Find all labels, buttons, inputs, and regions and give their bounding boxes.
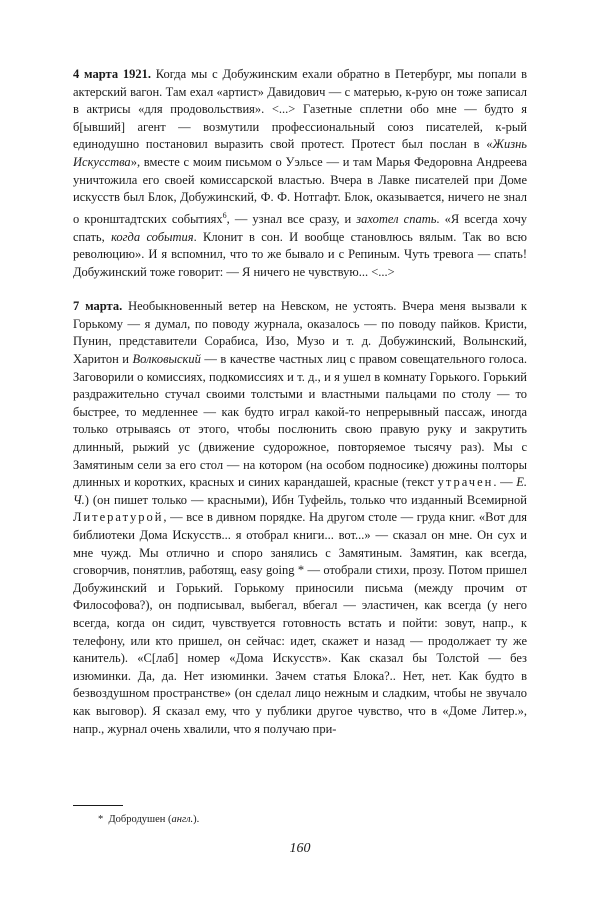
entry-text: . Клонит в сон. И вообще становлюсь вялым. Так во всю революцию». И я вспомнил, что то же бывало и с Репиным. Чуть тревога — спать! Добужинский тоже говорит: — Я ничего не чувствую... <...> (73, 229, 527, 279)
entry-text: Необыкновенный ветер на Невском, не устоять. Вчера меня вызвали к Горькому — я думал, по поводу журнала, оказалось — по поводу пайков. Кристи, Пунин, представители Сорабиса, Изо, Музо и т. д. Добужинский, Волынский, Харитон и (73, 299, 527, 367)
emphasis: Литературой (73, 510, 164, 525)
entry-text: , — все в дивном порядке. На другом столе — груда книг. «Вот для библиотеки Дома Искусств... я отобрал книги... вот...» — сказал он мне. Он сух и мне чужд. Мы отлично и споро занялись с Замятиным. Замятин, как всегда, сговорчив, понятлив, работящ, easy going * — отобрали стихи, прозу. Потом пришел Добужинский и Горький. Горькому приносили письма (между прочим от Философова?), он подписывал, выбегал, вбегал — эластичен, как всегда (у него всегда, когда он сидит, чувствуется готовность встать и пойти: зовут, напр., к телефону, или кто пришел, он сейчас: идет, скажет и назад — продолжает ту же канитель). «С[лаб] номер «Дома Искусств». Как сказал бы Толстой — без изюминки. Да, да. Нет изюминки. Зачем статья Блока?.. Нет, нет. Как будто в безвоздушном пространстве» (он сделал лицо нежным и сладким, чтобы не звучало как выговор). Я сказал ему, что у публики другое чувство, что в «Доме Литер.», напр., журнал очень хвалили, что я получаю при- (73, 510, 527, 736)
entry-text: Когда мы с Добужинским ехали обратно в Петербург, мы попали в актерский вагон. Там ехал «артист» Давидович — с матерью, к-рую он тоже записал в актрисы «для продовольствия». <...> Газетные сплетни обо мне — будто я б[ывший] агент — возмутили профессиональный союз писателей, к-рый единодушно постановил выразить свой протест. Протест был послан в « (73, 67, 527, 152)
entry-text: », вместе с моим письмом о Уэльсе — и там Марья Федоровна Андреева уничтожила его своей комиссарской властью. Вчера в Лавке писателей при Доме искусств был Блок, Добужинский, Ф. Ф. Нотгафт. Блок, оказывается, ничего не знал о кронштадтских событиях (73, 154, 527, 226)
editorial-note: утрачен (437, 475, 494, 490)
footnote (98, 814, 199, 825)
diary-entry-7-march (73, 298, 527, 738)
footnote-lang: англ. (171, 814, 194, 825)
note-reference: 6 (222, 210, 227, 220)
entry-date: 7 марта. (73, 299, 123, 314)
emphasis: Волковыский (132, 352, 201, 367)
entry-text: — в качестве частных лиц с правом совещательного голоса. Заговорили о комиссиях, подкомиссиях и т. д., и я ушел в комнату Горького. Горький раздражительно стучал своими толстыми и властными пальцами по столу — то быстрее, то медленнее — как будто играл какой-то непрерывный пассаж, иногда только отрываясь от этого, чтобы послюнить свою правую руку и закрутить длинный, рыжий ус (движение судорожное, повторяемое тысячу раз). Мы с Замятиным сели за его стол — на котором (на особом подносике) дюжины полторы длинных и коротких, красных и синих карандашей, красные (текст (73, 352, 527, 490)
emphasis: когда события (111, 229, 194, 244)
footnote-close: ). (193, 814, 200, 825)
entry-text: ) (он пишет только — красными), Ибн Туфейль, только что изданный Всемирной (84, 492, 527, 507)
entry-text: , — узнал все сразу, и (226, 211, 357, 226)
journal-title: Жизнь Искусства (73, 137, 527, 169)
footnote-text: Добродушен ( (108, 814, 172, 825)
footnote-mark: * (98, 814, 104, 825)
page-body (73, 66, 527, 738)
diary-entry-4-march (73, 66, 527, 281)
footnote-rule (73, 805, 123, 806)
entry-text: . — (493, 475, 517, 490)
entry-text: . «Я всегда хочу спать, (73, 211, 528, 244)
page-number: 160 (289, 841, 311, 856)
emphasis: захотел спать (356, 211, 437, 226)
entry-date: 4 марта 1921. (73, 67, 151, 81)
editor-initials: Е. Ч. (73, 475, 528, 507)
